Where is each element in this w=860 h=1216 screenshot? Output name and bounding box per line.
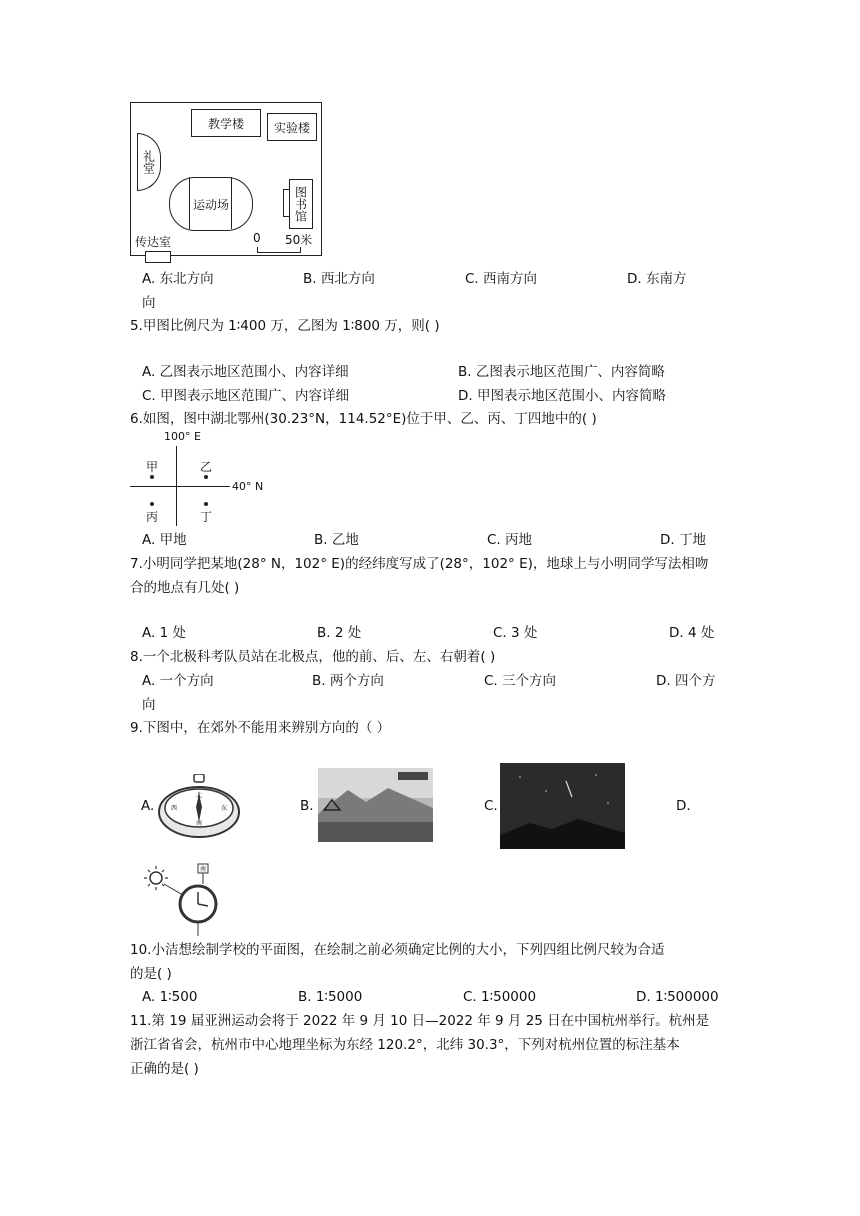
q4-option-c[interactable]: C. 西南方向 (465, 271, 538, 287)
q9-option-a[interactable]: A. (141, 798, 155, 814)
q9-option-c[interactable]: C. (484, 798, 498, 814)
place-jia: 甲 (146, 460, 159, 474)
q8-option-d[interactable]: D. 四个方 (656, 673, 716, 689)
parallel-line (130, 486, 230, 487)
q11-stem-line3: 正确的是( ) (130, 1061, 199, 1077)
q8-option-b[interactable]: B. 两个方向 (312, 673, 384, 689)
place-bing: 丙 (146, 510, 159, 524)
q5-option-b[interactable]: B. 乙图表示地区范围广、内容简略 (458, 364, 665, 380)
compass-north: 北 (195, 792, 203, 799)
guard-room (145, 251, 171, 263)
q6-option-a[interactable]: A. 甲地 (142, 532, 187, 548)
q7-option-c[interactable]: C. 3 处 (493, 625, 538, 641)
place-ding-dot (204, 502, 208, 506)
q8-option-a[interactable]: A. 一个方向 (142, 673, 214, 689)
lat-lon-grid (130, 428, 270, 528)
q6-option-b[interactable]: B. 乙地 (314, 532, 359, 548)
compass-east: 东 (220, 805, 228, 812)
q6-option-d[interactable]: D. 丁地 (660, 532, 706, 548)
library-annex (283, 189, 290, 217)
compass-west: 西 (170, 805, 178, 812)
q9-stem: 9.下图中，在郊外不能用来辨别方向的（ ） (130, 720, 391, 736)
place-bing-dot (150, 502, 154, 506)
clock-mark: 南 (199, 866, 207, 873)
q6-stem: 6.如图，图中湖北鄂州(30.23°N，114.52°E)位于甲、乙、丙、丁四地中的( ) (130, 411, 597, 427)
landscape-photo (318, 768, 433, 842)
q10-stem-line1: 10.小洁想绘制学校的平面图，在绘制之前必须确定比例的大小，下列四组比例尺较为合适 (130, 942, 665, 958)
q10-option-b[interactable]: B. 1∶5000 (298, 989, 363, 1005)
q7-option-d[interactable]: D. 4 处 (669, 625, 715, 641)
q9-option-b[interactable]: B. (300, 798, 314, 814)
library: 图书馆 (289, 179, 313, 229)
q8-stem: 8.一个北极科考队员站在北极点，他的前、后、左、右朝着( ) (130, 649, 496, 665)
sports-field-inner-line-1 (189, 177, 190, 229)
compass-icon (156, 774, 242, 840)
q7-stem-line2: 合的地点有几处( ) (130, 580, 240, 596)
q7-option-b[interactable]: B. 2 处 (317, 625, 362, 641)
place-yi-dot (204, 475, 208, 479)
auditorium: 礼堂 (137, 133, 161, 191)
teaching-building: 教学楼 (191, 109, 261, 137)
lab-building: 实验楼 (267, 113, 317, 141)
q5-stem: 5.甲图比例尺为 1∶400 万，乙图为 1∶800 万，则( ) (130, 318, 440, 334)
compass-south: 南 (195, 820, 203, 827)
place-ding: 丁 (200, 510, 213, 524)
sports-field-inner-line-2 (231, 177, 232, 229)
q6-option-c[interactable]: C. 丙地 (487, 532, 533, 548)
q8-option-c[interactable]: C. 三个方向 (484, 673, 557, 689)
q8-option-d-wrap: 向 (142, 697, 156, 713)
scale-value: 50米 (285, 233, 313, 247)
q5-option-c[interactable]: C. 甲图表示地区范围广、内容详细 (142, 388, 350, 404)
q11-stem-line2: 浙江省省会，杭州市中心地理坐标为东经 120.2°，北纬 30.3°，下列对杭州位置的标注基本 (130, 1037, 680, 1053)
lon-label: 100° E (164, 430, 201, 443)
sports-field: 运动场 (169, 177, 253, 231)
night-sky-photo (500, 763, 625, 849)
q4-option-d-wrap: 向 (142, 295, 156, 311)
q9-option-d[interactable]: D. (676, 798, 691, 814)
place-jia-dot (150, 475, 154, 479)
lat-label: 40° N (232, 480, 264, 493)
q10-option-a[interactable]: A. 1∶500 (142, 989, 198, 1005)
q4-option-a[interactable]: A. 东北方向 (142, 271, 214, 287)
q4-option-d[interactable]: D. 东南方 (627, 271, 687, 287)
q10-option-d[interactable]: D. 1∶500000 (636, 989, 719, 1005)
scale-bar (257, 247, 301, 253)
q10-stem-line2: 的是( ) (130, 966, 172, 982)
q11-stem-line1: 11.第 19 届亚洲运动会将于 2022 年 9 月 10 日—2022 年 9 月 25 日在中国杭州举行。杭州是 (130, 1013, 710, 1029)
q5-option-a[interactable]: A. 乙图表示地区范围小、内容详细 (142, 364, 349, 380)
q4-option-b[interactable]: B. 西北方向 (303, 271, 375, 287)
q7-stem-line1: 7.小明同学把某地(28° N，102° E)的经纬度写成了(28°，102° E)，地球上与小明同学写法相吻 (130, 556, 709, 572)
school-map (130, 102, 322, 256)
scale-zero: 0 (253, 231, 261, 245)
guard-room-label: 传达室 (135, 235, 172, 249)
q7-option-a[interactable]: A. 1 处 (142, 625, 186, 641)
sun-clock-icon (142, 856, 224, 938)
place-yi: 乙 (200, 460, 213, 474)
q10-option-c[interactable]: C. 1∶50000 (463, 989, 537, 1005)
q5-option-d[interactable]: D. 甲图表示地区范围小、内容简略 (458, 388, 666, 404)
